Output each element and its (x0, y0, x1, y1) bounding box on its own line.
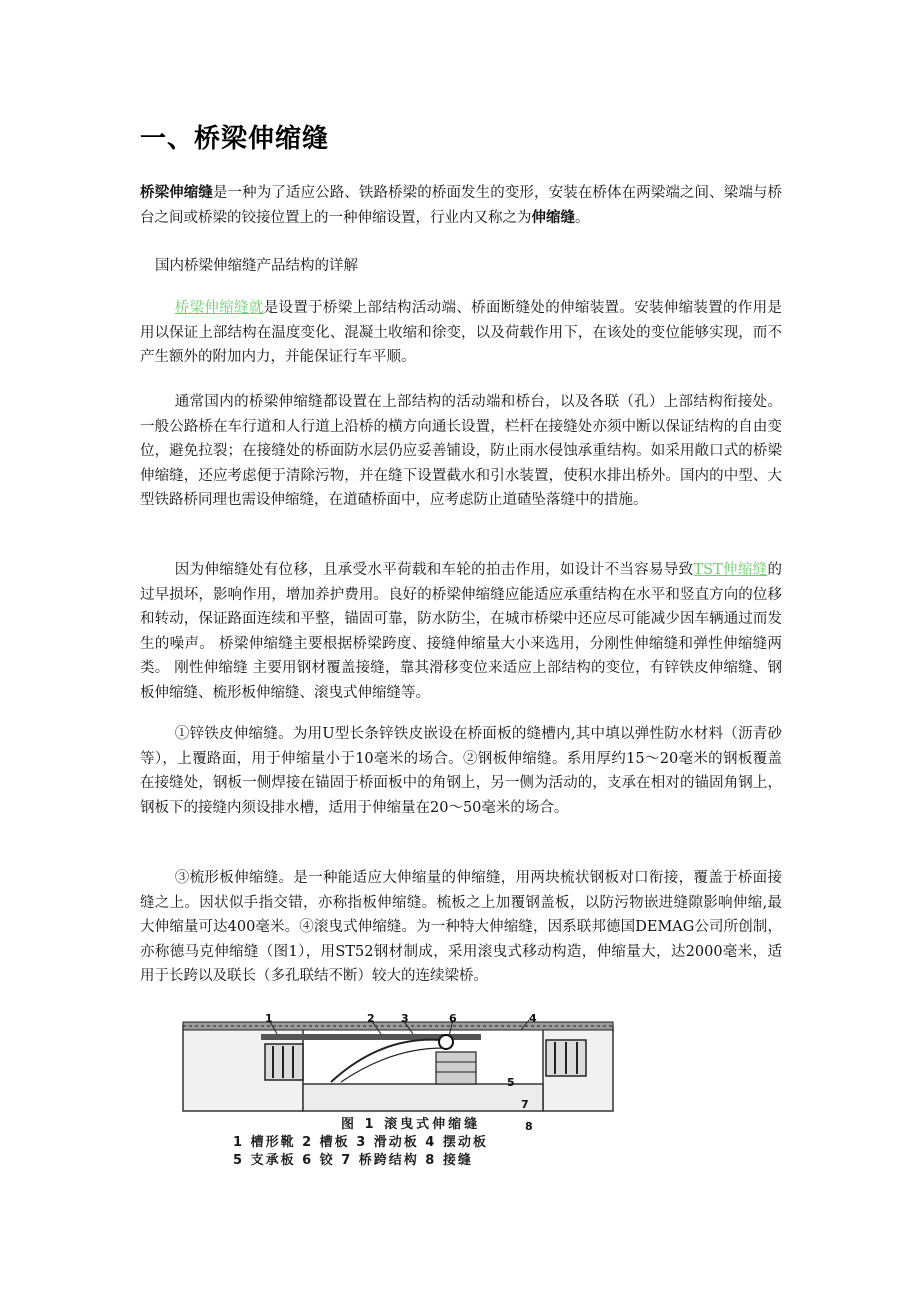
intro-end: 。 (575, 209, 590, 226)
paragraph-1 (140, 296, 782, 370)
section-subheading: 国内桥梁伸缩缝产品结构的详解 (155, 258, 358, 274)
figure-label: 8 (525, 1120, 533, 1133)
expansion-joint-link[interactable]: 桥梁伸缩缝就 (174, 300, 264, 316)
paragraph-4: ①锌铁皮伸缩缝。为用U型长条锌铁皮嵌设在桥面板的缝槽内,其中填以弹性防水材料（沥青砂等），上覆路面，用于伸缩量小于10毫米的场合。②钢板伸缩缝。系用厚约15～20毫米的钢板覆盖在接缝处，钢板一侧焊接在锚固于桥面板中的角钢上，另一侧为活动的，支承在相对的锚固角钢上，钢板下的接缝内须设排水槽，适用于伸缩量在20～50毫米的场合。 (140, 726, 782, 816)
paragraph-2: 通常国内的桥梁伸缩缝都设置在上部结构的活动端和桥台，以及各联（孔）上部结构衔接处。一般公路桥在车行道和人行道上沿桥的横方向通长设置，栏杆在接缝处亦须中断以保证结构的自由变位，避免拉裂；在接缝处的桥面防水层仍应妥善铺设，防止雨水侵蚀承重结构。如采用敞口式的桥梁伸缩缝，还应考虑便于清除污物，并在缝下设置截水和引水装置，使积水排出桥外。国内的中型、大型铁路桥同理也需设伸缩缝，在道碴桥面中，应考虑防止道碴坠落缝中的措施。 (140, 394, 782, 508)
intro-paragraph (140, 181, 782, 230)
figure-label: 1 (265, 1012, 273, 1025)
hinge (439, 1035, 453, 1049)
paragraph-1-text: 是设置于桥梁上部结构活动端、桥面断缝处的伸缩装置。安装伸缩装置的作用是用以保证上部结构在温度变化、混凝土收缩和徐变，以及荷载作用下，在该处的变位能够实现，而不产生额外的附加内力，并能保证行车平顺。 (140, 300, 782, 365)
paragraph-5: ③梳形板伸缩缝。是一种能适应大伸缩量的伸缩缝，用两块梳状钢板对口衔接，覆盖于桥面接缝之上。因状似手指交错，亦称指板伸缩缝。梳板之上加覆钢盖板，以防污物嵌进缝隙影响伸缩,最大伸缩量可达400毫米。④滚曳式伸缩缝。为一种特大伸缩缝，因系联邦德国DEMAG公司所创制，亦称德马克伸缩缝（图1），用ST52钢材制成，采用滚曳式移动构造，伸缩量大，达2000毫米，适用于长跨以及联长（多孔联结不断）较大的连续梁桥。 (140, 870, 782, 984)
figure-label: 7 (521, 1098, 529, 1111)
figure-label: 2 (367, 1012, 375, 1025)
figure-caption (181, 1116, 621, 1170)
figure-legend-1: 1 槽形靴 2 槽板 3 滑动板 4 摆动板 (233, 1135, 488, 1150)
intro-text: 是一种为了适应公路、铁路桥梁的桥面发生的变形，安装在桥体在两梁端之间、梁端与桥台之间或桥梁的铰接位置上的一种伸缩设置，行业内又称之为 (140, 185, 783, 226)
figure-label: 6 (449, 1012, 457, 1025)
figure-label: 3 (401, 1012, 409, 1025)
figure-label: 4 (529, 1012, 537, 1025)
figure-title: 图 1 滚曳式伸缩缝 (341, 1117, 481, 1132)
figure-legend-2: 5 支承板 6 铰 7 桥跨结构 8 接缝 (233, 1153, 473, 1168)
term-bold: 桥梁伸缩缝 (140, 185, 213, 201)
figure-label: 5 (507, 1076, 515, 1089)
paragraph-3-start: 因为伸缩缝处有位移，且承受水平荷载和车轮的拍击作用，如设计不当容易导致 (174, 562, 694, 578)
paragraph-3 (140, 558, 782, 705)
paragraph-3-text: 的过早损坏，影响作用，增加养护费用。良好的桥梁伸缩缝应能适应承重结构在水平和竖直方向的位移和转动，保证路面连续和平整，锚固可靠，防水防尘，在城市桥梁中还应尽可能减少因车辆通过而发生的噪声。 桥梁伸缩缝主要根据桥梁跨度、接缝伸缩量大小来选用，分刚性伸缩缝和弹性伸缩缝两类。 刚性伸缩缝 主要用钢材覆盖接缝，靠其滑移变位来适应上部结构的变位，有锌铁皮伸缩缝、钢板伸缩缝、梳形板伸缩缝、滚曳式伸缩缝等。 (140, 562, 783, 701)
page-title: 一、桥梁伸缩缝 (140, 124, 330, 154)
term-bold-end: 伸缩缝 (531, 209, 575, 226)
tst-joint-link[interactable]: TST伸缩缝 (693, 562, 768, 578)
